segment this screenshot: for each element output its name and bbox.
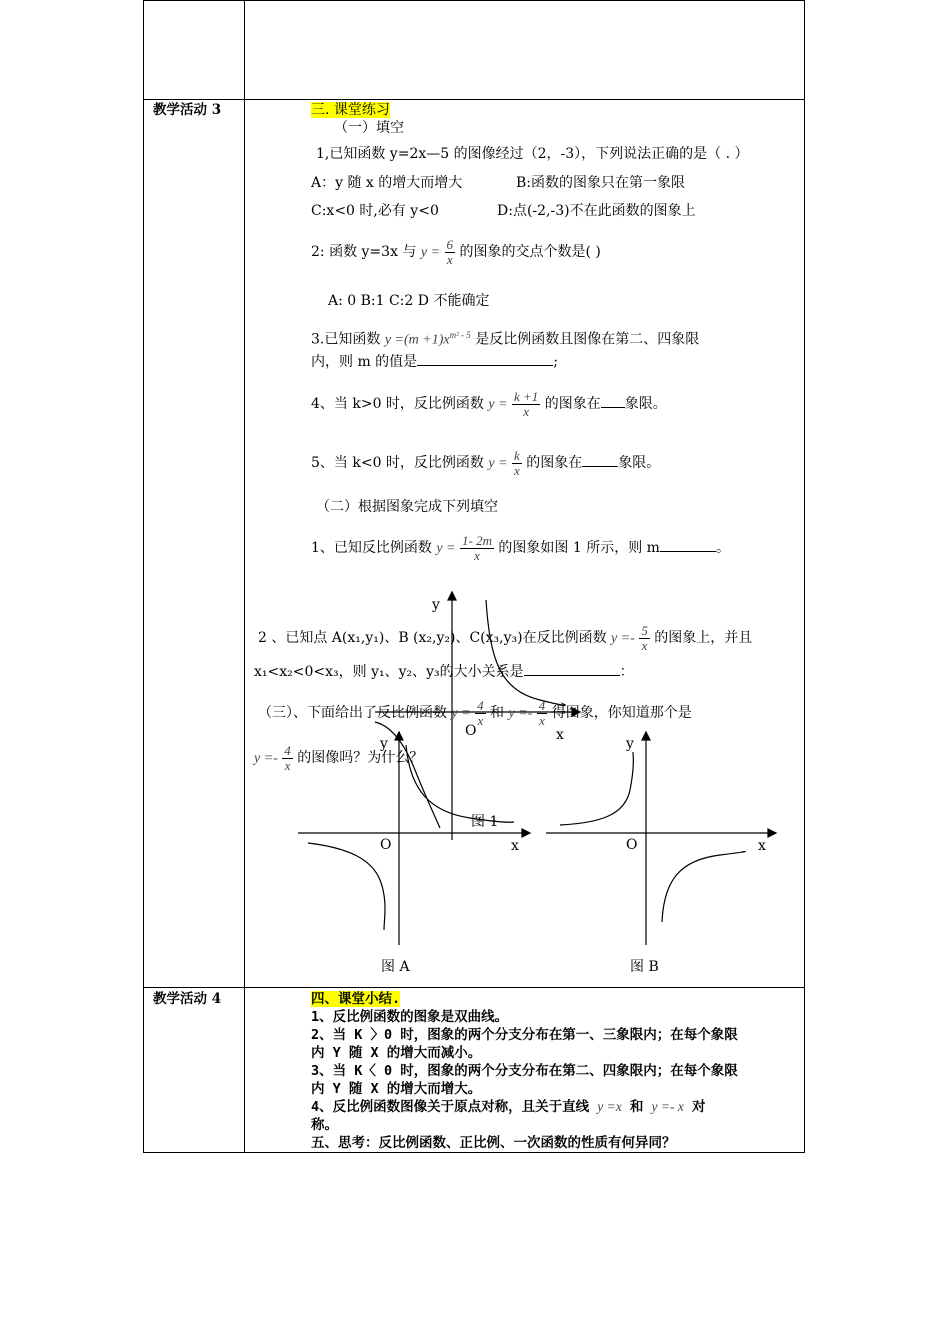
part-2-question-2-suffix: 的图象上，并且 [654, 630, 753, 646]
figure-a-origin-label: O [380, 837, 392, 853]
math-y-eq: y = [436, 541, 456, 556]
question-3-prefix: 3.已知函数 [311, 331, 381, 348]
summary-item-3-line-2: 内 Y 随 X 的增大而增大。 [311, 1081, 482, 1097]
figure-1-caption: 图 1 [471, 814, 499, 830]
denominator: x [539, 712, 545, 728]
question-2-suffix: 的图象的交点个数是( ) [459, 244, 601, 260]
section-heading-summary-text: 四、课堂小结. [311, 991, 401, 1007]
figure-b-curve-upper [560, 752, 633, 825]
denominator: x [477, 712, 484, 728]
numerator: 4 [538, 697, 546, 713]
figure-a-x-arrow [522, 829, 530, 837]
denominator: x [284, 757, 291, 773]
summary-item-4-suffix: 对 [692, 1099, 706, 1115]
part-2-question-2-end: ： [619, 664, 634, 680]
row-label-activity-4: 教学活动 4 [153, 991, 222, 1007]
question-5-end: 象限。 [618, 455, 661, 471]
figure-1-x-label: x [556, 727, 564, 743]
question-1: 1,已知函数 y=2x—5 的图像经过（2，-3），下列说法正确的是（ . ） [316, 146, 749, 162]
math-y-eq: y = [451, 706, 471, 721]
question-3-line-2-text: 内，则 m 的值是 [311, 354, 418, 370]
question-2-prefix: 2: 函数 y=3x 与 [311, 244, 417, 260]
summary-item-3-line-1: 3、当 K〈 0 时，图象的两个分支分布在第二、四象限内；在每个象限 [311, 1063, 738, 1079]
question-1-option-c: C:x<0 时,必有 y<0 [311, 203, 439, 219]
denominator: x [446, 251, 453, 267]
figure-b-caption: 图 B [630, 959, 659, 975]
question-3-suffix: 是反比例函数且图像在第二、四象限 [475, 331, 700, 348]
numerator: 1- 2m [462, 532, 492, 548]
summary-item-4-line-1 [311, 1098, 706, 1116]
part-3-prefix: （三）、下面给出了反比例函数 [258, 705, 447, 721]
figure-a-curve-upper [406, 745, 514, 822]
summary-item-4-prefix: 4、反比例函数图像关于原点对称，且关于直线 [311, 1099, 590, 1115]
denominator: x [523, 403, 530, 419]
section-heading-summary [311, 990, 400, 1008]
part-2-question-1-end: 。 [715, 540, 730, 556]
question-5-prefix: 5、当 k<0 时，反比例函数 [311, 455, 484, 471]
figure-a-y-arrow [395, 732, 403, 740]
part-2-question-1-prefix: 1、已知反比例函数 [311, 540, 432, 556]
part-3-line-2-text: 的图像吗？为什么？ [297, 750, 424, 766]
summary-item-2-line-1: 2、当 K 〉0 时，图象的两个分支分布在第一、三象限内；在每个象限 [311, 1027, 738, 1043]
question-1-option-d: D:点(-2,-3)不在此函数的图象上 [497, 203, 696, 219]
numerator: 6 [446, 236, 453, 252]
math-y-eq: y = [488, 397, 508, 412]
part-2-question-2-line-2-text: x₁<x₂<0<x₃，则 y₁、y₂、y₃的大小关系是 [254, 664, 524, 680]
section-heading-practice-text: 三. 课堂练习 [311, 102, 390, 118]
denominator: x [641, 637, 648, 653]
summary-item-2-line-2: 内 Y 随 X 的增大而减小。 [311, 1045, 482, 1061]
denominator: x [474, 547, 480, 563]
numerator: 4 [284, 742, 291, 758]
numerator: 4 [477, 697, 484, 713]
math-y-eq: y = [488, 456, 508, 471]
summary-item-1: 1、反比例函数的图象是双曲线。 [311, 1009, 509, 1025]
figure-a-y-label: y [380, 736, 388, 752]
figure-1-origin-label: O [465, 723, 477, 739]
figure-a-curve-lower [308, 843, 385, 930]
math-y-eq-neg: y =- [611, 631, 635, 646]
figure-b-origin-label: O [626, 837, 638, 853]
part-3-suffix: 得图象，你知道那个是 [551, 705, 692, 721]
figure-b-x-arrow [768, 829, 776, 837]
math-y-eq-neg: y =- [254, 751, 278, 766]
summary-item-4-line-2: 称。 [311, 1117, 338, 1133]
figure-b-curve-lower [662, 852, 745, 922]
figure-a-x-label: x [511, 838, 519, 854]
question-1-option-b: B:函数的图象只在第一象限 [516, 175, 686, 191]
question-1-option-a: A：y 随 x 的增大而增大 [311, 175, 463, 191]
numerator: k +1 [514, 388, 539, 404]
figure-1-y-label: y [432, 597, 440, 613]
figure-b-y-label: y [626, 736, 634, 752]
thinking-question: 五、思考：反比例函数、正比例、一次函数的性质有何异同？ [311, 1135, 676, 1151]
question-4-prefix: 4、当 k>0 时，反比例函数 [311, 396, 484, 412]
part-2-question-2-text: 2 、已知点 A(x₁,y₁)、B (x₂,y₂)、C(x₃,y₃)在反比例函数 [258, 630, 607, 646]
numerator: 5 [641, 622, 648, 638]
row-label-activity-3: 教学活动 3 [153, 102, 222, 118]
math-q3-exponent: m² - 5 [449, 330, 471, 340]
figure-a-caption: 图 A [381, 959, 410, 975]
question-4-end: 象限。 [624, 396, 667, 412]
denominator: x [514, 462, 520, 478]
figure-b-y-arrow [642, 732, 650, 740]
subheading-fill-blank: （一）填空 [334, 120, 404, 136]
question-4-suffix: 的图象在 [544, 396, 601, 412]
question-5-suffix: 的图象在 [526, 455, 583, 471]
numerator: k [514, 447, 520, 463]
summary-item-4-and: 和 [629, 1099, 644, 1115]
math-y-eq-neg-x: y =- x [651, 1099, 684, 1114]
math-y-eq: y = [420, 245, 441, 260]
figure-b-x-label: x [758, 838, 766, 854]
question-2-options: A: 0 B:1 C:2 D 不能确定 [328, 293, 490, 309]
math-y-eq-x: y =x [597, 1099, 622, 1114]
part-2-question-1-suffix: 的图象如图 1 所示，则 m [498, 540, 660, 556]
math-y-eq-neg: y =- [508, 706, 533, 721]
part-3-and: 和 [490, 705, 505, 721]
question-3-end: ; [553, 354, 558, 370]
math-q3-expression: y =(m +1)x [384, 332, 450, 348]
subheading-graph-fill: （二）根据图象完成下列填空 [316, 499, 498, 515]
